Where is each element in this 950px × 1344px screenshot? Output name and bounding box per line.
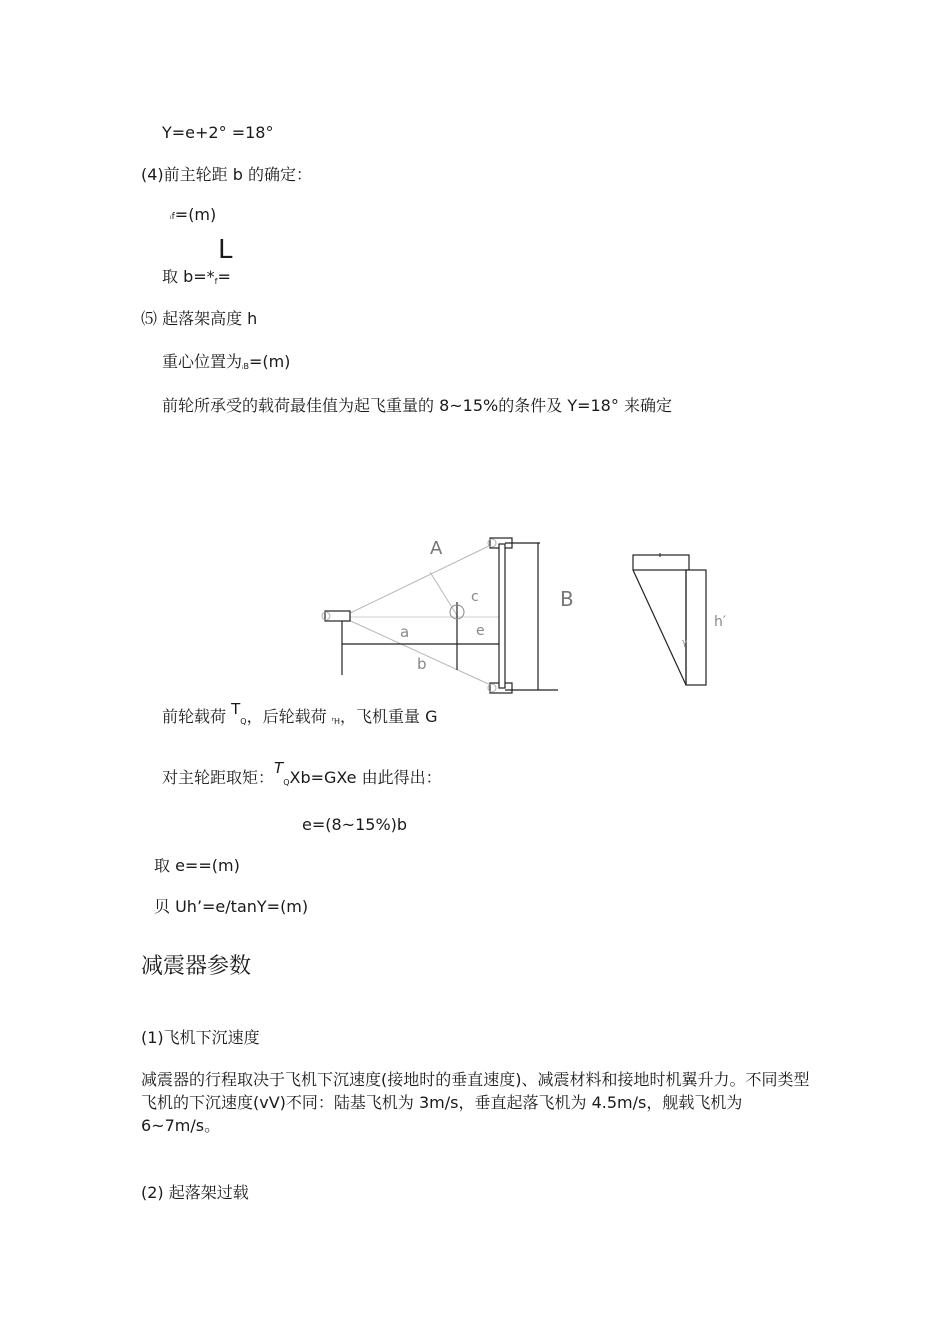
lf-equation	[170, 205, 216, 227]
line-front-to-top	[342, 543, 495, 617]
cg-prefix: 重心位置为	[162, 352, 243, 371]
moment-suffix: Xb=GXe 由此得出：	[289, 768, 442, 787]
cg-suffix: =(m)	[248, 352, 291, 371]
item-4-title: (4)前主轮距 b 的确定：	[141, 165, 312, 184]
rear-load-label: ，后轮载荷	[246, 707, 327, 726]
label-a: a	[400, 623, 410, 641]
label-b: b	[417, 655, 427, 673]
take-b-sub: f	[214, 277, 218, 286]
cg-position-line	[162, 352, 290, 377]
front-load-sub: Q	[240, 717, 247, 726]
front-load-symbol: T	[231, 700, 241, 718]
line-front-to-bottom	[342, 617, 495, 687]
line-a-to-cg	[430, 572, 458, 617]
tipback-angle-line	[633, 570, 686, 685]
e-range-equation: e=(8~15%)b	[302, 815, 408, 834]
label-h-prime: h′	[714, 614, 727, 630]
main-axle-bar	[499, 544, 505, 688]
gamma-equation: Y=e+2° =18°	[162, 123, 274, 142]
moment-symbol: T	[274, 759, 284, 777]
label-B: B	[560, 587, 574, 611]
take-b-prefix: 取 b=*	[162, 267, 215, 286]
moment-prefix: 对主轮距取矩：	[162, 768, 275, 787]
gear-leg-block	[686, 570, 706, 685]
label-e: e	[476, 623, 485, 639]
rear-load-symbol: ᵣ	[331, 714, 335, 724]
front-load-label: 前轮载荷	[162, 707, 227, 726]
label-c: c	[471, 589, 479, 605]
take-b-line	[162, 267, 231, 292]
section-heading: 减震器参数	[141, 954, 252, 979]
item-2-title: (2) 起落架过载	[141, 1183, 249, 1202]
item-5-title: ⑸ 起落架高度 h	[141, 309, 258, 328]
weight-label: ，飞机重量 G	[340, 707, 438, 726]
big-L-symbol: L	[218, 235, 233, 265]
take-e-line: 取 e==(m)	[154, 856, 240, 875]
item-1-body: 减震器的行程取决于飞机下沉速度(接地时的垂直速度)、减震材料和接地时机翼升力。不同类型飞机的下沉速度(vV)不同：陆基飞机为 3m/s，垂直起落飞机为 4.5m/s，舰载飞机为 6~7m/s。	[141, 1070, 810, 1135]
landing-gear-geometry-diagram	[300, 520, 750, 705]
item-1-title: (1)飞机下沉速度	[141, 1028, 260, 1047]
load-condition-line: 前轮所承受的载荷最佳值为起飞重量的 8~15%的条件及 Y=18° 来确定	[162, 396, 672, 415]
take-b-suffix: =	[217, 267, 231, 286]
rear-load-sub: H	[334, 717, 341, 726]
lf-equation-value: =(m)	[174, 205, 217, 224]
lf-symbol: ᵢf	[170, 212, 175, 222]
loads-line	[162, 700, 438, 732]
moment-sub: Q	[283, 778, 290, 787]
cg-sub: ᵢB	[242, 362, 249, 371]
height-result-line: 贝 Uh’=e/tanY=(m)	[154, 897, 309, 916]
label-A: A	[430, 538, 443, 559]
fuselage-block	[633, 555, 689, 570]
moment-line	[162, 759, 442, 793]
label-gamma: γ	[682, 638, 688, 648]
